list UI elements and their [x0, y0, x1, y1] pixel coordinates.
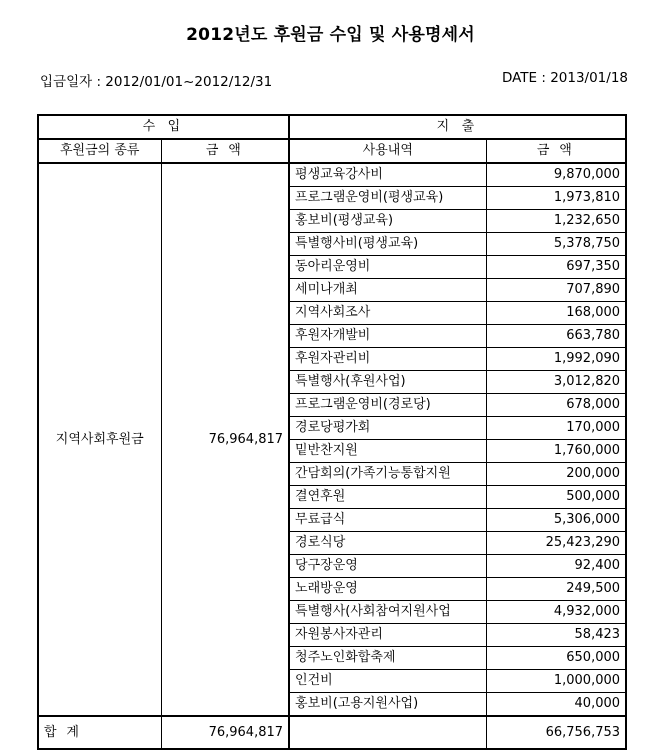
- expense-desc-cell: 후원자개발비: [289, 325, 486, 348]
- document-date-label: DATE : 2013/01/18: [501, 70, 628, 86]
- expense-amount-cell: 1,992,090: [486, 348, 626, 371]
- expense-desc-cell: 특별행사(후원사업): [289, 371, 486, 394]
- expense-amount-cell: 1,973,810: [486, 187, 626, 210]
- expense-desc-cell: 경로식당: [289, 532, 486, 555]
- total-label-cell: 합 계: [38, 716, 161, 749]
- table-total-row: [38, 716, 626, 749]
- band-expense: 지 출: [289, 115, 626, 139]
- expense-desc-cell: 자원봉사자관리: [289, 624, 486, 647]
- expense-amount-cell: 707,890: [486, 279, 626, 302]
- total-income-amount-cell: 76,964,817: [161, 716, 289, 749]
- expense-desc-cell: 프로그램운영비(평생교육): [289, 187, 486, 210]
- table-row: [38, 163, 626, 187]
- expense-desc-cell: 세미나개최: [289, 279, 486, 302]
- header-income-amount: 금 액: [161, 139, 289, 163]
- table-band-row: [38, 115, 626, 139]
- expense-amount-cell: 92,400: [486, 555, 626, 578]
- deposit-period-label: 입금일자 : 2012/01/01~2012/12/31: [40, 74, 273, 90]
- expense-desc-cell: 청주노인화합축제: [289, 647, 486, 670]
- table-header-row: [38, 139, 626, 163]
- expense-desc-cell: 프로그램운영비(경로당): [289, 394, 486, 417]
- expense-amount-cell: 663,780: [486, 325, 626, 348]
- expense-desc-cell: 간담회의(가족기능통합지원: [289, 463, 486, 486]
- expense-amount-cell: 5,378,750: [486, 233, 626, 256]
- income-amount-cell: 76,964,817: [161, 163, 289, 716]
- expense-desc-cell: 특별행사비(평생교육): [289, 233, 486, 256]
- expense-desc-cell: 동아리운영비: [289, 256, 486, 279]
- expense-desc-cell: 밑반찬지원: [289, 440, 486, 463]
- expense-amount-cell: 1,000,000: [486, 670, 626, 693]
- total-expense-amount-cell: 66,756,753: [486, 716, 626, 749]
- expense-amount-cell: 678,000: [486, 394, 626, 417]
- expense-amount-cell: 249,500: [486, 578, 626, 601]
- income-kind-cell: 지역사회후원금: [38, 163, 161, 716]
- expense-desc-cell: 후원자관리비: [289, 348, 486, 371]
- expense-amount-cell: 40,000: [486, 693, 626, 717]
- expense-amount-cell: 25,423,290: [486, 532, 626, 555]
- expense-amount-cell: 5,306,000: [486, 509, 626, 532]
- expense-desc-cell: 특별행사(사회참여지원사업: [289, 601, 486, 624]
- header-income-kind: 후원금의 종류: [38, 139, 161, 163]
- expense-amount-cell: 1,760,000: [486, 440, 626, 463]
- table-body: [38, 163, 626, 749]
- expense-amount-cell: 168,000: [486, 302, 626, 325]
- total-expense-desc-cell: [289, 716, 486, 749]
- expense-desc-cell: 노래방운영: [289, 578, 486, 601]
- expense-amount-cell: 3,012,820: [486, 371, 626, 394]
- expense-amount-cell: 697,350: [486, 256, 626, 279]
- header-expense-desc: 사용내역: [289, 139, 486, 163]
- expense-amount-cell: 58,423: [486, 624, 626, 647]
- band-income: 수 입: [38, 115, 289, 139]
- expense-desc-cell: 지역사회조사: [289, 302, 486, 325]
- expense-amount-cell: 170,000: [486, 417, 626, 440]
- expense-amount-cell: 1,232,650: [486, 210, 626, 233]
- expense-desc-cell: 결연후원: [289, 486, 486, 509]
- expense-desc-cell: 홍보비(고용지원사업): [289, 693, 486, 717]
- expense-desc-cell: 홍보비(평생교육): [289, 210, 486, 233]
- expense-desc-cell: 평생교육강사비: [289, 163, 486, 187]
- expense-desc-cell: 무료급식: [289, 509, 486, 532]
- expense-amount-cell: 500,000: [486, 486, 626, 509]
- statement-table: [37, 114, 627, 750]
- expense-amount-cell: 4,932,000: [486, 601, 626, 624]
- expense-amount-cell: 9,870,000: [486, 163, 626, 187]
- expense-desc-cell: 당구장운영: [289, 555, 486, 578]
- page-title: 2012년도 후원금 수입 및 사용명세서: [186, 25, 475, 45]
- document-meta: [40, 70, 628, 88]
- expense-desc-cell: 인건비: [289, 670, 486, 693]
- header-expense-amount: 금 액: [486, 139, 626, 163]
- expense-desc-cell: 경로당평가회: [289, 417, 486, 440]
- expense-amount-cell: 200,000: [486, 463, 626, 486]
- expense-amount-cell: 650,000: [486, 647, 626, 670]
